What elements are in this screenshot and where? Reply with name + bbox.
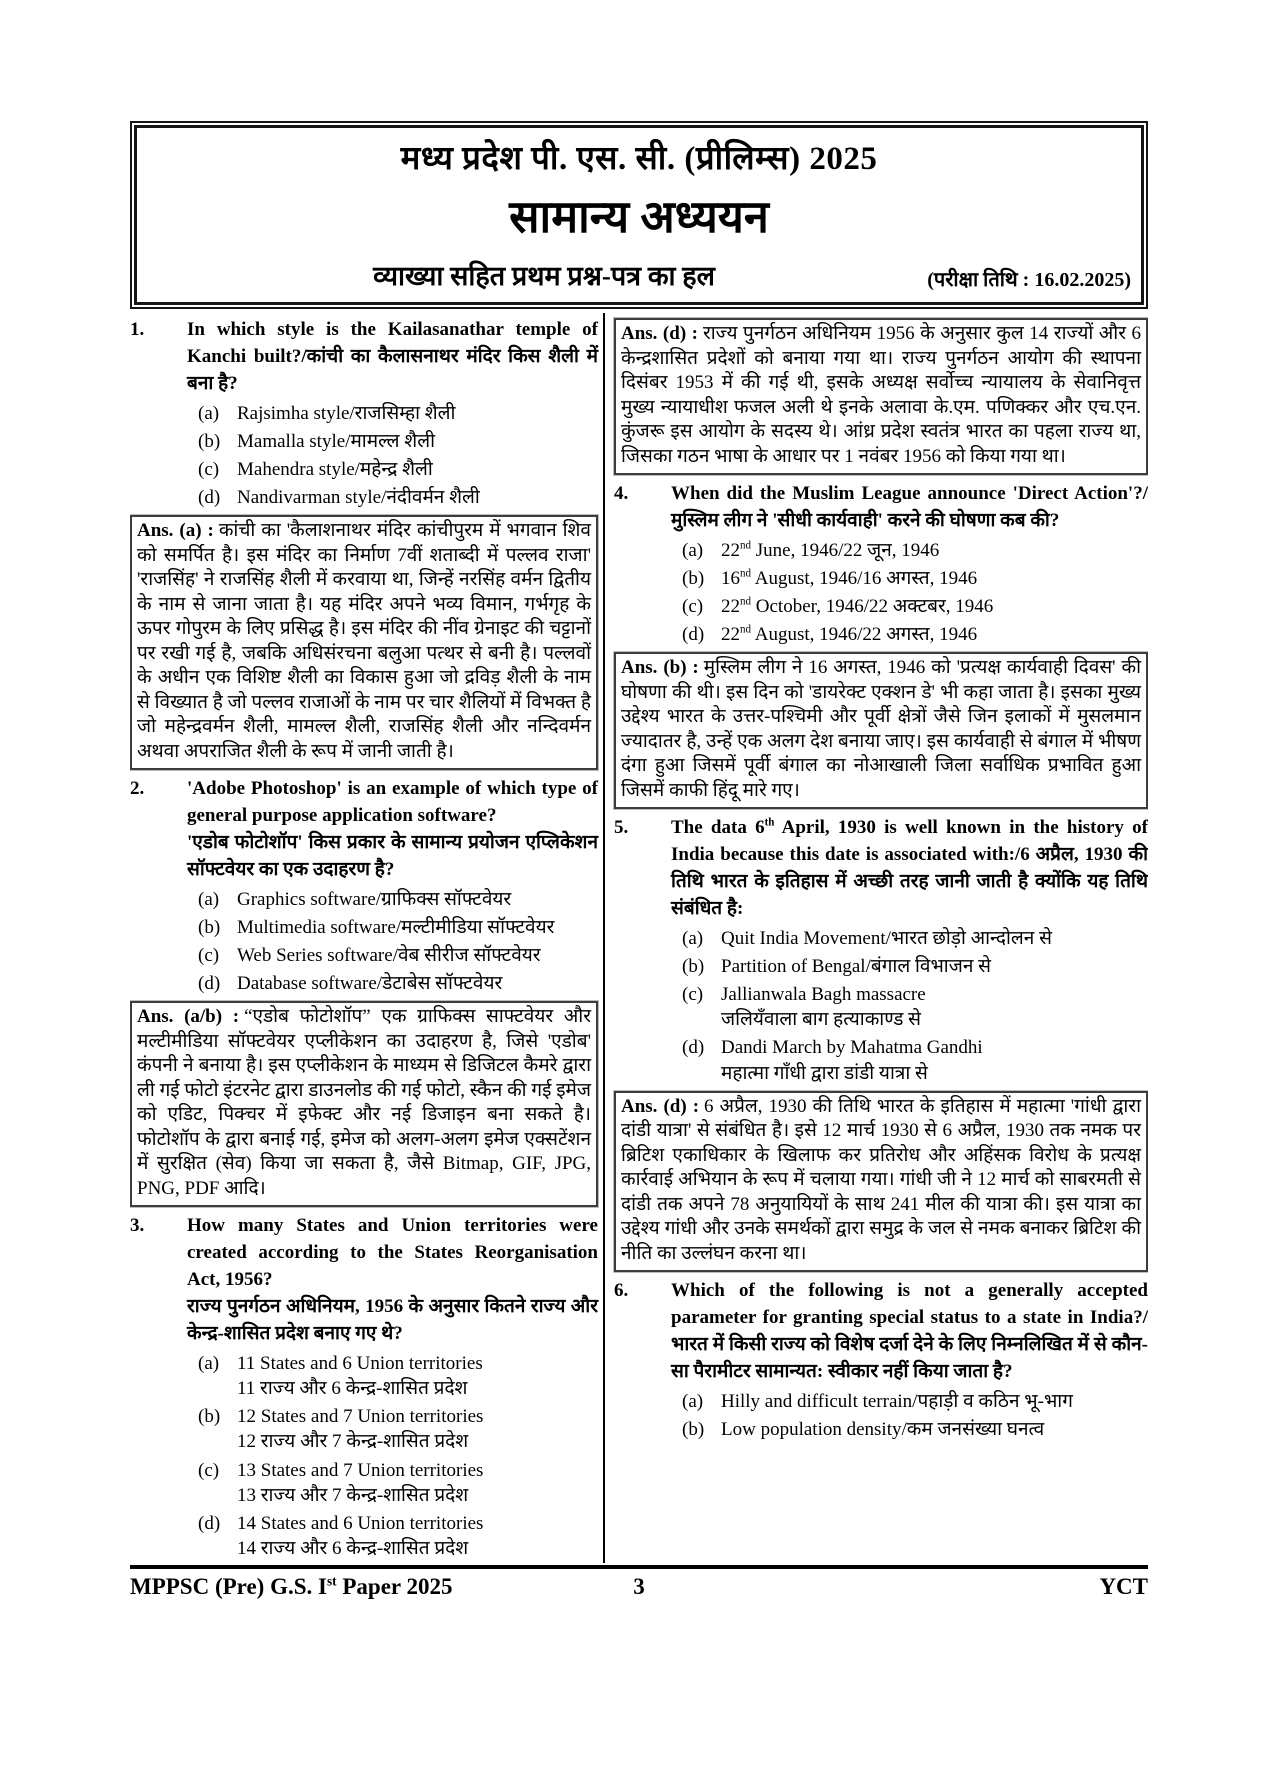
- text-line: [721, 622, 1148, 647]
- question-text: [671, 815, 1148, 923]
- answer-box-1: [130, 515, 598, 770]
- footer-ordinal-suffix: st: [326, 1573, 337, 1589]
- text-line: [237, 1483, 598, 1508]
- option-text: [721, 594, 1148, 619]
- text-segment: Hilly and difficult terrain/पहाड़ी व कठिन भू-भाग: [721, 1390, 1073, 1412]
- option-text: [237, 457, 598, 482]
- option-b: [198, 429, 598, 454]
- text-segment: जलियँवाला बाग हत्याकाण्ड से: [721, 1009, 922, 1031]
- text-line: [237, 1376, 598, 1401]
- paper-subtitle-row: [145, 256, 1133, 292]
- question-number: 2.: [130, 778, 145, 800]
- option-text: [237, 943, 598, 968]
- text-segment: Nandivarman style/नंदीवर्मन शैली: [237, 487, 480, 509]
- text-line: [671, 481, 1148, 535]
- answer-label: Ans. (a/b) :: [137, 1006, 240, 1028]
- options-list: [198, 401, 598, 510]
- text-segment: 12 States and 7 Union territories: [237, 1406, 484, 1428]
- option-label: (b): [198, 917, 221, 939]
- content-columns: [130, 313, 1148, 1563]
- text-line: [187, 776, 598, 830]
- text-segment: Dandi March by Mahatma Gandhi: [721, 1037, 983, 1059]
- option-label: (a): [198, 1353, 220, 1375]
- right-column: [603, 313, 1148, 1563]
- option-label: (d): [198, 1512, 221, 1534]
- question-text: [671, 1278, 1148, 1386]
- text-line: [721, 926, 1148, 951]
- superscript-text: nd: [740, 623, 752, 636]
- question-5: [614, 815, 1148, 1085]
- text-line: [721, 1417, 1148, 1442]
- option-b: [198, 915, 598, 940]
- text-segment: April, 1930 is well known in the history of India because this date is associated with:/6 अप्रैल, 1930 की तिथि भारत के इतिहास में अच्छी तरह जानी जाती है क्योंकि यह तिथि संबंधित है:: [671, 817, 1148, 920]
- text-segment: How many States and Union territories were created according to the States Reorganisation Act, 1956?: [187, 1215, 598, 1291]
- answer-label: Ans. (a) :: [137, 520, 214, 542]
- option-text: [237, 887, 598, 912]
- option-c: [198, 1458, 598, 1508]
- option-label: (b): [682, 1419, 705, 1441]
- answer-label: Ans. (d) :: [621, 1095, 700, 1117]
- option-text: [237, 401, 598, 426]
- text-line: [721, 1061, 1148, 1086]
- superscript-text: nd: [740, 539, 752, 552]
- text-segment: Mahendra style/महेन्द्र शैली: [237, 459, 433, 481]
- answer-box-3: [614, 318, 1148, 475]
- options-list: [198, 1351, 598, 1561]
- text-segment: Quit India Movement/भारत छोड़ो आन्दोलन से: [721, 928, 1052, 950]
- text-line: [237, 1351, 598, 1376]
- option-label: (c): [198, 1459, 220, 1481]
- option-c: [682, 594, 1148, 619]
- option-text: [237, 1458, 598, 1508]
- superscript-text: th: [764, 816, 775, 829]
- question-text: [187, 776, 598, 884]
- answer-text: कांची का 'कैलाशनाथर मंदिर कांचीपुरम में भगवान शिव को समर्पित है। इस मंदिर का निर्माण 7वीं शताब्दी में पल्लव राजा' 'राजसिंह' ने राजसिंह शैली में करवाया था, जिन्हें नरसिंह वर्मन द्वितीय के नाम से जाना जाता है। यह मंदिर अपने भव्य विमान, गर्भगृह के ऊपर गोपुरम के लिए प्रसिद्ध है। इस मंदिर की नींव ग्रेनाइट की चट्टानों पर रखी गई है, जबकि अधिसंरचना बलुआ पत्थर से बनी है। पल्लवों के अधीन एक विशिष्ट शैली का विकास हुआ जो द्रविड़ शैली के नाम से विख्यात है जो पल्लव राजाओं के नाम पर चार शैलियों में विभक्त है जो महेन्द्रवर्मन शैली, मामल्ल शैली, राजसिंह शैली और नन्दिवर्मन अथवा अपराजित शैली के रूप में जानी जाती है।: [137, 520, 591, 762]
- text-line: [237, 915, 598, 940]
- text-segment: August, 1946/22 अगस्त, 1946: [751, 624, 978, 646]
- text-segment: In which style is the Kailasanathar temple of Kanchi built?/कांची का कैलासनाथर मंदिर किस शैली में बना है?: [187, 319, 598, 394]
- text-segment: 13 States and 7 Union territories: [237, 1459, 484, 1481]
- question-head: [130, 1213, 598, 1348]
- paper-header-box: [130, 121, 1148, 309]
- text-segment: Web Series software/वेब सीरीज सॉफ्टवेयर: [237, 945, 541, 967]
- option-label: (c): [682, 596, 704, 618]
- answer-label: Ans. (d) :: [621, 323, 698, 344]
- text-line: [721, 538, 1148, 563]
- footer-paper-name: [130, 1574, 609, 1600]
- question-text: [671, 481, 1148, 535]
- option-b: [682, 1417, 1148, 1442]
- option-text: [237, 915, 598, 940]
- option-d: [198, 485, 598, 510]
- option-text: [237, 1511, 598, 1561]
- option-text: [721, 1417, 1148, 1442]
- option-a: [198, 887, 598, 912]
- options-list: [682, 538, 1148, 647]
- text-segment: Rajsimha style/राजसिम्हा शैली: [237, 402, 456, 424]
- text-line: [187, 1294, 598, 1348]
- question-number: 5.: [614, 817, 629, 839]
- text-line: [237, 401, 598, 426]
- answer-text: राज्य पुनर्गठन अधिनियम 1956 के अनुसार कुल 14 राज्यों और 6 केन्द्रशासित प्रदेशों को बनाया गया था। राज्य पुनर्गठन आयोग की स्थापना दिसंबर 1953 में की गई थी, इसके अध्यक्ष सर्वोच्च न्यायालय के सेवानिवृत्त मुख्य न्यायाधीश फजल अली थे इनके अलावा के.एम. पणिक्कर और एच.एन. कुंजरू इस आयोग के सदस्य थे। आंध्र प्रदेश स्वतंत्र भारत का पहला राज्य था, जिसका गठन भाषा के आधार पर 1 नवंबर 1956 को किया गया था।: [621, 323, 1141, 467]
- option-a: [682, 538, 1148, 563]
- text-segment: 22: [721, 596, 740, 618]
- text-segment: August, 1946/16 अगस्त, 1946: [751, 568, 978, 590]
- paper-subtitle: व्याख्या सहित प्रथम प्रश्न-पत्र का हल: [373, 261, 715, 291]
- text-line: [721, 1035, 1148, 1060]
- text-line: [237, 1429, 598, 1454]
- answer-label: Ans. (b) :: [621, 657, 699, 679]
- text-segment: 11 राज्य और 6 केन्द्र-शासित प्रदेश: [237, 1378, 468, 1400]
- question-2: [130, 776, 598, 996]
- question-6: [614, 1278, 1148, 1442]
- footer-paper-name-pre: MPPSC (Pre) G.S. I: [130, 1574, 327, 1599]
- text-segment: 16: [721, 568, 740, 590]
- option-text: [721, 1035, 1148, 1085]
- text-line: [237, 971, 598, 996]
- text-segment: राज्य पुनर्गठन अधिनियम, 1956 के अनुसार कितने राज्य और केन्द्र-शासित प्रदेश बनाए गए थे?: [187, 1296, 598, 1345]
- text-line: [671, 815, 1148, 923]
- question-head: [614, 815, 1148, 923]
- option-label: (b): [682, 568, 705, 590]
- option-text: [721, 1389, 1148, 1414]
- option-b: [198, 1404, 598, 1454]
- option-label: (d): [682, 624, 705, 646]
- option-label: (b): [198, 1406, 221, 1428]
- text-segment: 12 राज्य और 7 केन्द्र-शासित प्रदेश: [237, 1431, 469, 1453]
- exam-date-note: (परीक्षा तिथि : 16.02.2025): [927, 269, 1131, 291]
- option-a: [682, 926, 1148, 951]
- option-text: [237, 1404, 598, 1454]
- text-line: [721, 982, 1148, 1007]
- option-label: (b): [682, 956, 705, 978]
- option-label: (c): [198, 945, 220, 967]
- question-text: [187, 317, 598, 398]
- page-number: 3: [633, 1574, 645, 1599]
- question-number: 6.: [614, 1280, 629, 1302]
- options-list: [682, 926, 1148, 1085]
- text-line: [187, 1213, 598, 1294]
- paper-header-inner: [134, 125, 1144, 305]
- exam-paper-page: [130, 121, 1148, 1600]
- option-c: [198, 457, 598, 482]
- left-column: [130, 313, 603, 1563]
- option-label: (b): [198, 430, 221, 452]
- text-segment: Database software/डेटाबेस सॉफ्टवेयर: [237, 973, 503, 995]
- text-line: [721, 954, 1148, 979]
- options-list: [198, 887, 598, 996]
- option-label: (d): [682, 1037, 705, 1059]
- option-text: [721, 954, 1148, 979]
- text-line: [187, 830, 598, 884]
- option-label: (d): [198, 487, 221, 509]
- option-label: (a): [682, 539, 704, 561]
- question-head: [614, 1278, 1148, 1386]
- option-a: [682, 1389, 1148, 1414]
- question-head: [614, 481, 1148, 535]
- text-segment: Which of the following is not a generally accepted parameter for granting special status to a state in India?/भारत में किसी राज्य को विशेष दर्जा देने के लिए निम्नलिखित में से कौन-सा पैरामीटर सामान्यत: स्वीकार नहीं किया जाता है?: [671, 1280, 1148, 1382]
- text-line: [237, 887, 598, 912]
- option-text: [721, 622, 1148, 647]
- text-segment: 'Adobe Photoshop' is an example of which type of general purpose application software?: [187, 778, 598, 827]
- question-text: [187, 1213, 598, 1348]
- option-label: (c): [682, 984, 704, 1006]
- paper-title: मध्य प्रदेश पी. एस. सी. (प्रीलिम्स) 2025: [400, 141, 878, 177]
- option-d: [682, 622, 1148, 647]
- option-a: [198, 401, 598, 426]
- option-label: (a): [198, 402, 220, 424]
- text-line: [237, 1536, 598, 1561]
- text-line: [237, 1404, 598, 1429]
- text-segment: Jallianwala Bagh massacre: [721, 984, 926, 1006]
- text-line: [721, 566, 1148, 591]
- option-text: [721, 538, 1148, 563]
- option-d: [198, 1511, 598, 1561]
- question-number: 1.: [130, 319, 145, 340]
- text-segment: Partition of Bengal/बंगाल विभाजन से: [721, 956, 991, 978]
- text-segment: 11 States and 6 Union territories: [237, 1353, 483, 1375]
- answer-text: मुस्लिम लीग ने 16 अगस्त, 1946 को 'प्रत्यक्ष कार्यवाही दिवस' की घोषणा की थी। इस दिन को 'डायरेक्ट एक्शन डे' भी कहा जाता है। इसका मुख्य उद्देश्य भारत के उत्तर-पश्चिमी और पूर्वी क्षेत्रों जैसे जिन इलाकों में मुसलमान ज्यादातर है, उन्हें एक अलग देश बनाया जाए। इस कार्यवाही से बंगाल में भीषण दंगा हुआ जिसमें पूर्वी बंगाल का नोआखाली जिला सर्वाधिक प्रभावित हुआ जिसमें काफी हिंदू मारे गए।: [621, 657, 1141, 801]
- text-segment: The data 6: [671, 817, 765, 839]
- question-number: 3.: [130, 1215, 145, 1237]
- publisher-abbr: YCT: [1099, 1574, 1148, 1599]
- text-segment: Low population density/कम जनसंख्या घनत्व: [721, 1419, 1045, 1441]
- text-segment: October, 1946/22 अक्टबर, 1946: [751, 596, 994, 618]
- option-b: [682, 954, 1148, 979]
- option-c: [198, 943, 598, 968]
- answer-box-5: [614, 1091, 1148, 1273]
- text-segment: Multimedia software/मल्टीमीडिया सॉफ्टवेयर: [237, 917, 555, 939]
- option-label: (a): [198, 889, 220, 911]
- text-segment: Graphics software/ग्राफिक्स सॉफ्टवेयर: [237, 889, 512, 911]
- text-line: [237, 943, 598, 968]
- text-line: [187, 317, 598, 398]
- question-4: [614, 481, 1148, 647]
- answer-text: 6 अप्रैल, 1930 की तिथि भारत के इतिहास में महात्मा 'गांधी द्वारा दांडी यात्रा' से संबंधित है। इसे 12 मार्च 1930 से 6 अप्रैल, 1930 तक नमक पर ब्रिटिश एकाधिकार के खिलाफ कर प्रतिरोध और अहिंसक विरोध के प्रत्यक्ष कार्रवाई अभियान के रूप में चलाया गया। गांधी जी ने 12 मार्च को साबरमती से दांडी तक अपने 78 अनुयायियों के साथ 241 मील की यात्रा की। इस यात्रा का उद्देश्य गांधी और उनके समर्थकों द्वारा समुद्र के जल से नमक बनाकर ब्रिटिश की नीति का उल्लंघन करना था।: [621, 1095, 1142, 1264]
- text-segment: 14 States and 6 Union territories: [237, 1512, 484, 1534]
- text-segment: June, 1946/22 जून, 1946: [751, 539, 940, 561]
- text-line: [237, 1458, 598, 1483]
- option-label: (d): [198, 973, 221, 995]
- option-text: [721, 566, 1148, 591]
- text-segment: When did the Muslim League announce 'Direct Action'?/मुस्लिम लीग ने 'सीधी कार्यवाही' करने की घोषणा कब की?: [671, 483, 1148, 531]
- option-text: [721, 926, 1148, 951]
- text-line: [237, 485, 598, 510]
- page-footer: [130, 1565, 1148, 1600]
- option-text: [237, 429, 598, 454]
- text-segment: 22: [721, 624, 740, 646]
- text-segment: महात्मा गाँधी द्वारा डांडी यात्रा से: [721, 1062, 928, 1084]
- text-line: [721, 1389, 1148, 1414]
- option-text: [721, 982, 1148, 1032]
- text-segment: 14 राज्य और 6 केन्द्र-शासित प्रदेश: [237, 1537, 469, 1559]
- option-d: [198, 971, 598, 996]
- text-line: [237, 1511, 598, 1536]
- question-3: [130, 1213, 598, 1560]
- answer-text: “एडोब फोटोशॉप” एक ग्राफिक्स साफ्टवेयर और मल्टीमीडिया सॉफ्टवेयर एप्लीकेशन का उदाहरण है, जिसे 'एडोब' कंपनी ने बनाया है। इस एप्लीकेशन के माध्यम से डिजिटल कैमरे द्वारा ली गई फोटो इंटरनेट द्वारा डाउनलोड की गई फोटो, स्कैन की गई इमेज को एडिट, पिक्चर में इफेक्ट और नई डिजाइन बना सकते है। फोटोशॉप के द्वारा बनाई गई, इमेज को अलग-अलग इमेज एक्सटेंशन में सुरक्षित (सेव) किया जा सकता है, जैसे Bitmap, GIF, JPG, PNG, PDF आदि।: [137, 1006, 592, 1199]
- option-b: [682, 566, 1148, 591]
- option-text: [237, 1351, 598, 1401]
- text-segment: Mamalla style/मामल्ल शैली: [237, 430, 436, 452]
- answer-box-4: [614, 652, 1148, 809]
- option-d: [682, 1035, 1148, 1085]
- superscript-text: nd: [740, 567, 752, 580]
- options-list: [682, 1389, 1148, 1442]
- question-1: [130, 317, 598, 510]
- text-segment: 'एडोब फोटोशॉप' किस प्रकार के सामान्य प्रयोजन एप्लिकेशन सॉफ्टवेयर का एक उदाहरण है?: [187, 832, 598, 881]
- question-head: [130, 776, 598, 884]
- text-line: [237, 457, 598, 482]
- option-label: (a): [682, 928, 704, 950]
- option-text: [237, 971, 598, 996]
- question-head: [130, 317, 598, 398]
- text-line: [671, 1278, 1148, 1386]
- text-segment: 13 राज्य और 7 केन्द्र-शासित प्रदेश: [237, 1484, 469, 1506]
- text-line: [237, 429, 598, 454]
- text-segment: 22: [721, 539, 740, 561]
- paper-subject-title: सामान्य अध्ययन: [509, 192, 769, 242]
- option-c: [682, 982, 1148, 1032]
- answer-box-2: [130, 1001, 598, 1207]
- option-a: [198, 1351, 598, 1401]
- option-label: (a): [682, 1390, 704, 1412]
- footer-paper-name-post: Paper 2025: [336, 1574, 453, 1599]
- question-number: 4.: [614, 483, 629, 504]
- text-line: [721, 1007, 1148, 1032]
- text-line: [721, 594, 1148, 619]
- option-label: (c): [198, 459, 220, 481]
- option-text: [237, 485, 598, 510]
- superscript-text: nd: [740, 595, 752, 608]
